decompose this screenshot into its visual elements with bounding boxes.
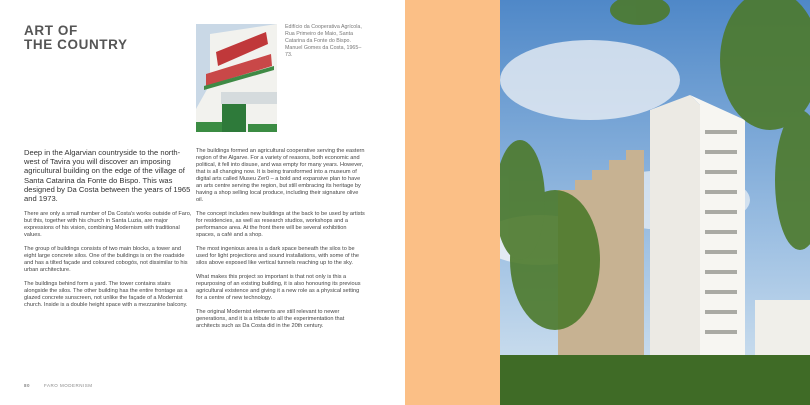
body-paragraph: The most ingenious area is a dark space beneath the silos to be used for light projections and sound installations, with some of the silos above exposed like vertical tunnels reaching up to the sky. xyxy=(196,246,359,266)
photo-caption: Edifício da Cooperativa Agrícola, Rua Primeiro de Maio, Santa Catarina da Fonte do Bispo. Manuel Gomes da Costa, 1965–73. xyxy=(285,24,362,58)
body-paragraph: The buildings formed an agricultural cooperative serving the eastern region of the Algarve. For a variety of reasons, both economic and political, it fell into disuse, and was empty for many years. However, that is all changing now. It is being transformed into a museum of digital arts called Museu Zer0 – a bold and expansive plan to have an arts centre serving the region, but still embracing its heritage by having a shop selling local produce, including their signature olive oil. xyxy=(196,148,365,203)
title-line: THE COUNTRY xyxy=(24,37,128,52)
body-column-1 xyxy=(24,211,194,316)
body-paragraph: The original Modernist elements are still relevant to newer generations, and it is a tribute to all the experimentation that architects such as Da Costa did in the 20th century. xyxy=(196,309,345,329)
body-paragraph: The concept includes new buildings at the back to be used by artists for residencies, as well as research studios, workshops and a performance area. At the front there will be several exhibition spaces, a café and a shop. xyxy=(196,211,365,238)
article-title xyxy=(24,24,128,52)
body-paragraph: The buildings behind form a yard. The tower contains stairs alongside the silos. The other building has the entire frontage as a glazed concrete sunscreen, not unlike the façade of a Modernist church. Inside is a double height space with a mezzanine balcony. xyxy=(24,281,188,308)
page-number: 80 xyxy=(24,383,31,388)
page-footer xyxy=(24,383,107,388)
section-name: FARO MODERNISM xyxy=(44,383,93,388)
title-line: ART OF xyxy=(24,23,78,38)
building-photo xyxy=(500,0,810,405)
building-thumbnail-photo xyxy=(196,24,277,132)
accent-panel xyxy=(405,0,500,405)
lead-paragraph: Deep in the Algarvian countryside to the north-west of Tavira you will discover an imposing agricultural building on the edge of the village of Santa Catarina da Fonte do Bispo. This was designed by Da Costa between the years of 1965 and 1973. xyxy=(24,148,191,204)
body-paragraph: There are only a small number of Da Costa's works outside of Faro, but this, together with his church in Santa Luzia, are major expressions of his vision, combining Modernism with traditional values. xyxy=(24,211,192,238)
body-paragraph: The group of buildings consists of two main blocks, a tower and eight large concrete silos. One of the buildings is on the roadside and has a tilted façade and coloured cobogós, not dissimilar to his urban architecture. xyxy=(24,246,188,273)
body-column-2 xyxy=(196,148,366,337)
body-paragraph: What makes this project so important is that not only is this a repurposing of an existing building, it is also honouring its previous agricultural existence and giving it a new role as a physical setting for a centre of new technology. xyxy=(196,274,361,301)
